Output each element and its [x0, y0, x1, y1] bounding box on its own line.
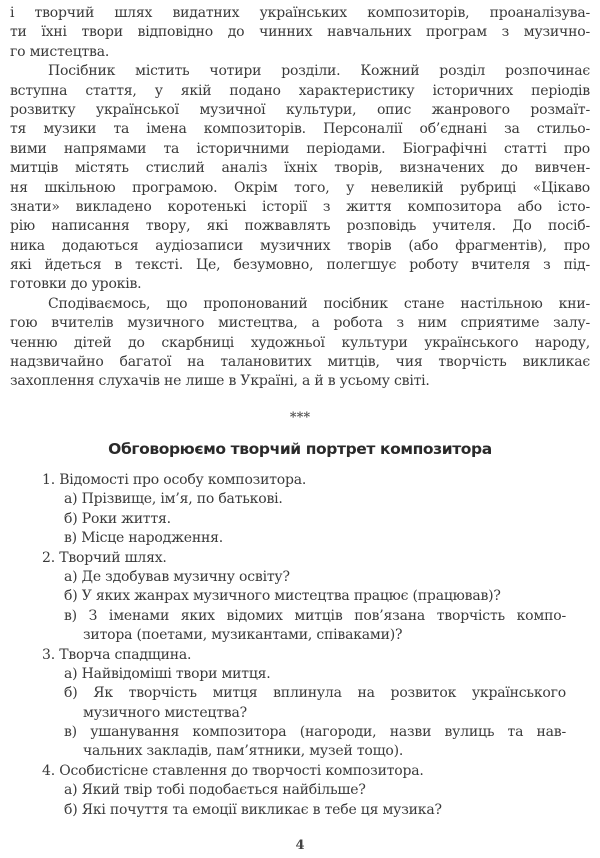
list-subitem: б) У яких жанрах музичного мистецтва працює (працював)?: [64, 588, 501, 605]
text-line: які йдеться в тексті. Це, безумовно, полегшує роботу вчителя з під-: [10, 257, 590, 274]
text-line: ченню дітей до скарбниці художньої культури українського народу,: [10, 334, 590, 351]
text-line: готовки до уроків.: [10, 276, 142, 293]
text-line: вступна стаття, у якій подано характеристику історичних періодів: [10, 82, 590, 99]
text-line: вими напрямами та історичними періодами. Біографічні статті про: [10, 140, 590, 157]
text-line: захоплення слухачів не лише в Україні, а й в усьому світі.: [10, 373, 430, 390]
list-subitem: а) Найвідоміші твори митця.: [64, 665, 271, 682]
question-list: [0, 471, 600, 820]
text-line: і творчий шлях видатних українських композиторів, проаналізува-: [10, 5, 590, 21]
list-subitem: а) Прізвище, ім’я, по батькові.: [64, 491, 283, 508]
text-line: гою вчителів музичного мистецтва, а робота з ним сприятиме залу-: [10, 315, 590, 332]
text-line: знати» викладено коротенькі історії з життя композитора або істо-: [10, 198, 590, 215]
section-separator: ***: [289, 410, 311, 425]
text-line: тя музики та імена композиторів. Персоналії об’єднані за стильо-: [10, 121, 590, 138]
list-item: 1. Відомості про особу композитора.: [42, 472, 307, 488]
list-item: 3. Творча спадщина.: [42, 646, 192, 663]
list-item: 4. Особистісне ставлення до творчості композитора.: [42, 762, 424, 779]
text-line: го мистецтва.: [10, 43, 110, 60]
list-subitem: а) Де здобував музичну освіту?: [64, 568, 290, 585]
text-line: ня шкільною програмою. Окрім того, у невеликій рубриці «Цікаво: [10, 179, 590, 196]
text-line: митців містять стислий аналіз їхніх творів, визначених до вивчен-: [10, 160, 590, 177]
list-subitem: б) Роки життя.: [64, 510, 171, 527]
list-subitem: б) Як творчість митця вплинула на розвиток українського: [64, 685, 566, 702]
text-line: розвитку української музичної культури, опис жанрового розмаїт-: [10, 101, 590, 118]
list-subitem-continuation: чальних закладів, пам’ятники, музей тощо).: [83, 743, 404, 760]
list-subitem: а) Який твір тобі подобається найбільше?: [64, 782, 366, 799]
text-line: Сподіваємось, що пропонований посібник стане настільною кни-: [48, 295, 590, 312]
page-number: 4: [295, 838, 305, 853]
section-heading: Обговорюємо творчий портрет композитора: [108, 440, 492, 458]
list-subitem: в) ушанування композитора (нагороди, назви вулиць та нав-: [64, 724, 566, 741]
text-line: ти їхні твори відповідно до чинних навчальних програм з музично-: [10, 24, 590, 41]
text-line: Посібник містить чотири розділи. Кожний розділ розпочинає: [48, 63, 590, 80]
text-line: надзвичайно багатої на талановитих митців, чия творчість викликає: [10, 354, 590, 371]
text-line: ника додаються аудіозаписи музичних творів (або фрагментів), про: [10, 237, 590, 254]
text-line: рію написання твору, які пожвавлять розповідь учителя. До посіб-: [10, 218, 590, 235]
list-subitem-continuation: музичного мистецтва?: [83, 704, 247, 721]
list-subitem: в) Місце народження.: [64, 530, 223, 547]
list-item: 2. Творчий шлях.: [42, 549, 167, 566]
list-subitem-continuation: зитора (поетами, музикантами, співаками)?: [83, 627, 403, 644]
list-subitem: б) Які почуття та емоції викликає в тебе ця музика?: [64, 801, 442, 818]
list-subitem: в) З іменами яких відомих митців пов’язана творчість компо-: [64, 607, 566, 624]
intro-text: [10, 4, 590, 392]
